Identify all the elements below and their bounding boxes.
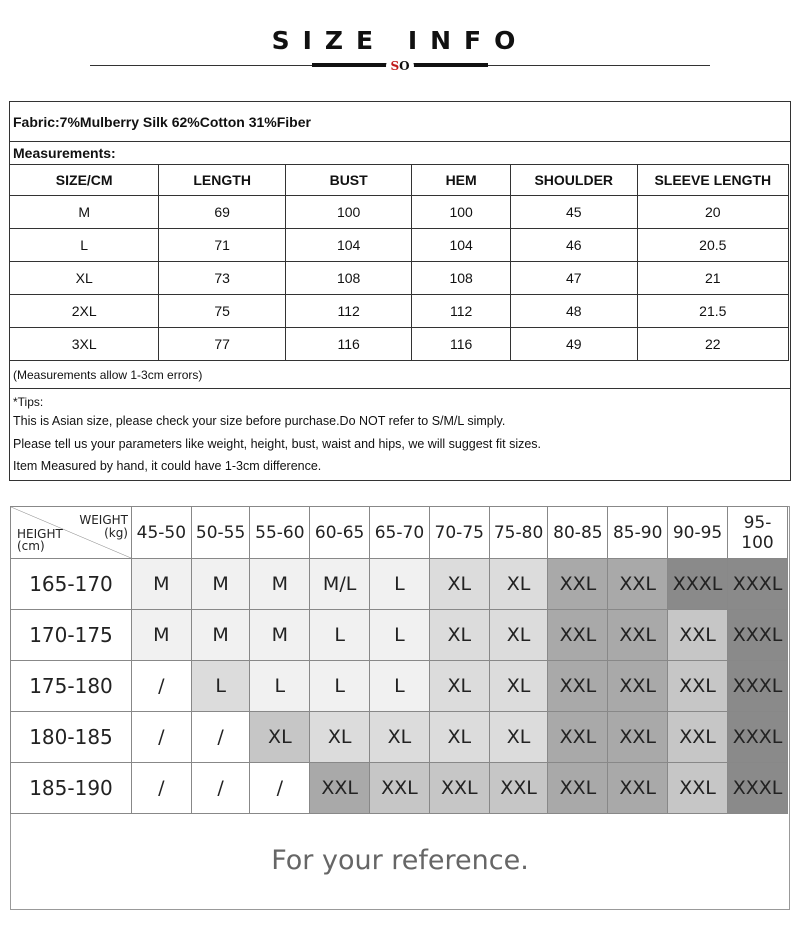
size-cell: M [250,610,310,661]
size-cell: XXL [370,763,430,814]
size-cell: XXL [668,712,728,763]
size-cell: XXL [668,661,728,712]
size-cell: L [370,661,430,712]
size-cell: XXL [668,610,728,661]
height-header: 185-190 [11,763,132,814]
size-cell: XL [370,712,430,763]
weight-header: 65-70 [370,507,430,559]
table-cell: 112 [285,295,411,328]
height-header: 175-180 [11,661,132,712]
size-recommendation-chart [10,506,790,910]
tips-title: *Tips: [13,395,44,409]
size-cell: M/L [310,559,370,610]
table-cell: 49 [510,328,637,361]
grid-row [11,610,788,661]
size-cell: XXL [548,559,608,610]
grid-row [11,559,788,610]
weight-header: 60-65 [310,507,370,559]
size-cell: XXXL [728,712,788,763]
size-cell: XXL [668,763,728,814]
grid-row [11,763,788,814]
column-header: SIZE/CM [10,165,159,196]
size-cell: M [132,559,192,610]
size-cell: L [370,610,430,661]
size-cell: L [310,661,370,712]
weight-axis-label: WEIGHT [79,513,128,527]
weight-header: 75-80 [489,507,548,559]
column-header: SLEEVE LENGTH [637,165,788,196]
height-unit-label: (cm) [17,539,45,553]
size-cell: XXL [548,763,608,814]
tip-line: This is Asian size, please check your size before purchase.Do NOT refer to S/M/L simply. [13,414,506,428]
table-cell: 45 [510,196,637,229]
size-cell: XL [489,712,548,763]
table-cell: 48 [510,295,637,328]
reference-caption: For your reference. [271,845,529,876]
tips-block [13,390,541,478]
size-cell: M [250,559,310,610]
measurements-table [9,164,789,361]
table-cell: 100 [412,196,511,229]
size-cell: XL [489,610,548,661]
table-cell: 2XL [10,295,159,328]
size-cell: / [250,763,310,814]
table-cell: 75 [159,295,286,328]
table-cell: 108 [285,262,411,295]
size-cell: XXXL [728,763,788,814]
size-cell: XL [429,661,489,712]
table-cell: 20.5 [637,229,788,262]
page-title: SIZE INFO [271,26,529,55]
size-cell: XL [429,559,489,610]
table-row [10,229,789,262]
height-header: 165-170 [11,559,132,610]
weight-header: 55-60 [250,507,310,559]
size-cell: L [250,661,310,712]
logo-letter-o: O [399,59,410,73]
logo-letter-s: S [390,59,400,73]
brand-logo [386,59,414,73]
size-cell: / [191,763,250,814]
grid-corner-header [11,507,132,559]
size-cell: L [370,559,430,610]
height-header: 170-175 [11,610,132,661]
weight-header: 70-75 [429,507,489,559]
size-cell: XXL [608,661,668,712]
size-cell: XXL [310,763,370,814]
table-row [10,328,789,361]
table-cell: 46 [510,229,637,262]
size-cell: XXL [429,763,489,814]
table-cell: 100 [285,196,411,229]
table-cell: 22 [637,328,788,361]
size-cell: L [191,661,250,712]
table-cell: 21.5 [637,295,788,328]
size-cell: XXL [608,763,668,814]
size-info-table [9,101,791,481]
table-cell: 104 [285,229,411,262]
measurements-label: Measurements: [13,145,116,161]
height-axis-label: HEIGHT [17,527,63,541]
weight-header: 95-100 [728,507,788,559]
height-header: 180-185 [11,712,132,763]
table-cell: 69 [159,196,286,229]
table-row [10,196,789,229]
size-cell: M [191,559,250,610]
table-cell: 20 [637,196,788,229]
column-header: LENGTH [159,165,286,196]
table-cell: 73 [159,262,286,295]
size-cell: XXL [489,763,548,814]
weight-header: 45-50 [132,507,192,559]
size-cell: XL [429,610,489,661]
size-cell: XXL [608,712,668,763]
table-cell: M [10,196,159,229]
table-cell: 47 [510,262,637,295]
size-cell: XXXL [728,661,788,712]
size-cell: XXL [548,661,608,712]
table-cell: L [10,229,159,262]
size-cell: XXXL [728,610,788,661]
table-row [10,295,789,328]
size-cell: M [132,610,192,661]
table-cell: 21 [637,262,788,295]
size-cell: / [132,661,192,712]
size-cell: XL [310,712,370,763]
column-header: HEM [412,165,511,196]
weight-header: 50-55 [191,507,250,559]
table-cell: 71 [159,229,286,262]
tip-line: Item Measured by hand, it could have 1-3cm difference. [13,459,322,473]
size-cell: L [310,610,370,661]
size-cell: / [132,763,192,814]
size-cell: XL [489,661,548,712]
weight-header: 90-95 [668,507,728,559]
fabric-composition: Fabric:7%Mulberry Silk 62%Cotton 31%Fiber [10,102,790,142]
table-cell: XL [10,262,159,295]
table-cell: 116 [412,328,511,361]
table-cell: 108 [412,262,511,295]
size-cell: XXXL [668,559,728,610]
weight-header: 85-90 [608,507,668,559]
weight-unit-label: (kg) [104,526,128,540]
size-cell: XXXL [728,559,788,610]
grid-row [11,661,788,712]
column-header: SHOULDER [510,165,637,196]
size-cell: XL [250,712,310,763]
weight-height-grid [10,506,788,814]
table-cell: 3XL [10,328,159,361]
size-cell: XXL [548,712,608,763]
table-cell: 77 [159,328,286,361]
weight-header: 80-85 [548,507,608,559]
table-row [10,262,789,295]
size-cell: XL [489,559,548,610]
size-cell: XXL [608,559,668,610]
size-cell: XXL [608,610,668,661]
size-cell: / [191,712,250,763]
table-cell: 116 [285,328,411,361]
size-cell: XXL [548,610,608,661]
size-cell: / [132,712,192,763]
table-cell: 104 [412,229,511,262]
tip-line: Please tell us your parameters like weight, height, bust, waist and hips, we will suggest fit sizes. [13,436,542,451]
grid-row [11,712,788,763]
column-header: BUST [285,165,411,196]
size-cell: M [191,610,250,661]
table-cell: 112 [412,295,511,328]
measurement-error-note: (Measurements allow 1-3cm errors) [10,361,790,389]
size-cell: XL [429,712,489,763]
